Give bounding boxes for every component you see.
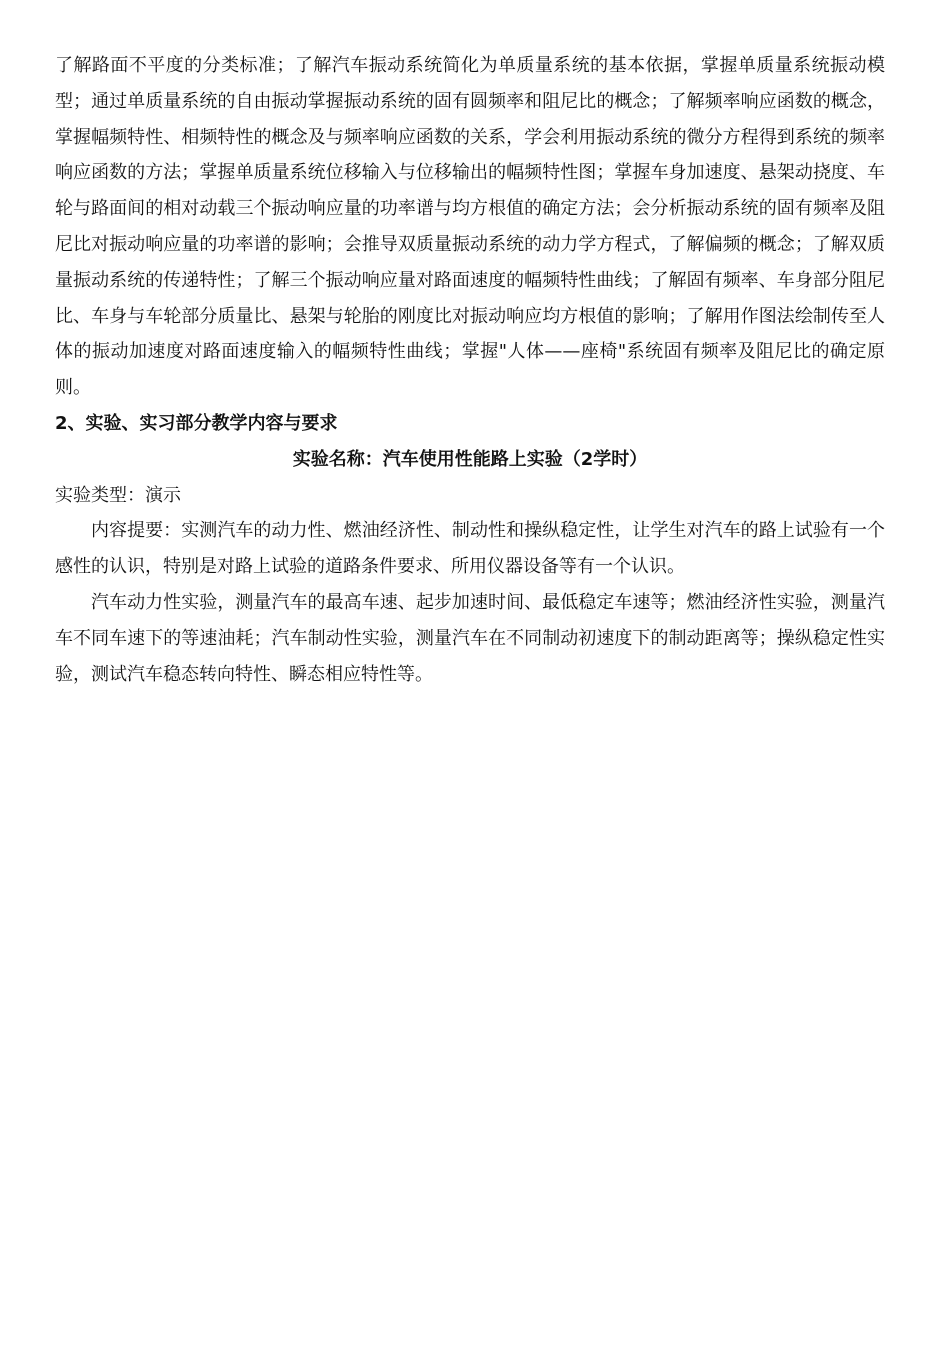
experiment-details-paragraph: 汽车动力性实验，测量汽车的最高车速、起步加速时间、最低稳定车速等；燃油经济性实验，测量汽车不同车速下的等速油耗；汽车制动性实验，测量汽车在不同制动初速度下的制动距离等；操纵稳定性实验，测试汽车稳态转向特性、瞬态相应特性等。 — [55, 591, 885, 685]
document-page — [55, 48, 885, 692]
experiment-type: 实验类型：演示 — [55, 484, 181, 506]
intro-paragraph: 了解路面不平度的分类标准；了解汽车振动系统简化为单质量系统的基本依据，掌握单质量系统振动模型；通过单质量系统的自由振动掌握振动系统的固有圆频率和阻尼比的概念；了解频率响应函数的概念，掌握幅频特性、相频特性的概念及与频率响应函数的关系，学会利用振动系统的微分方程得到系统的频率响应函数的方法；掌握单质量系统位移输入与位移输出的幅频特性图；掌握车身加速度、悬架动挠度、车轮与路面间的相对动载三个振动响应量的功率谱与均方根值的确定方法；会分析振动系统的固有频率及阻尼比对振动响应量的功率谱的影响；会推导双质量振动系统的动力学方程式，了解偏频的概念；了解双质量振动系统的传递特性；了解三个振动响应量对路面速度的幅频特性曲线；了解固有频率、车身部分阻尼比、车身与车轮部分质量比、悬架与轮胎的刚度比对振动响应均方根值的影响；了解用作图法绘制传至人体的振动加速度对路面速度输入的幅频特性曲线；掌握"人体——座椅"系统固有频率及阻尼比的确定原则。 — [55, 55, 885, 399]
content-summary-paragraph: 内容提要：实测汽车的动力性、燃油经济性、制动性和操纵稳定性，让学生对汽车的路上试验有一个感性的认识，特别是对路上试验的道路条件要求、所用仪器设备等有一个认识。 — [55, 520, 885, 578]
section-heading: 2、实验、实习部分教学内容与要求 — [55, 412, 338, 434]
experiment-title: 实验名称：汽车使用性能路上实验（2学时） — [292, 448, 648, 470]
